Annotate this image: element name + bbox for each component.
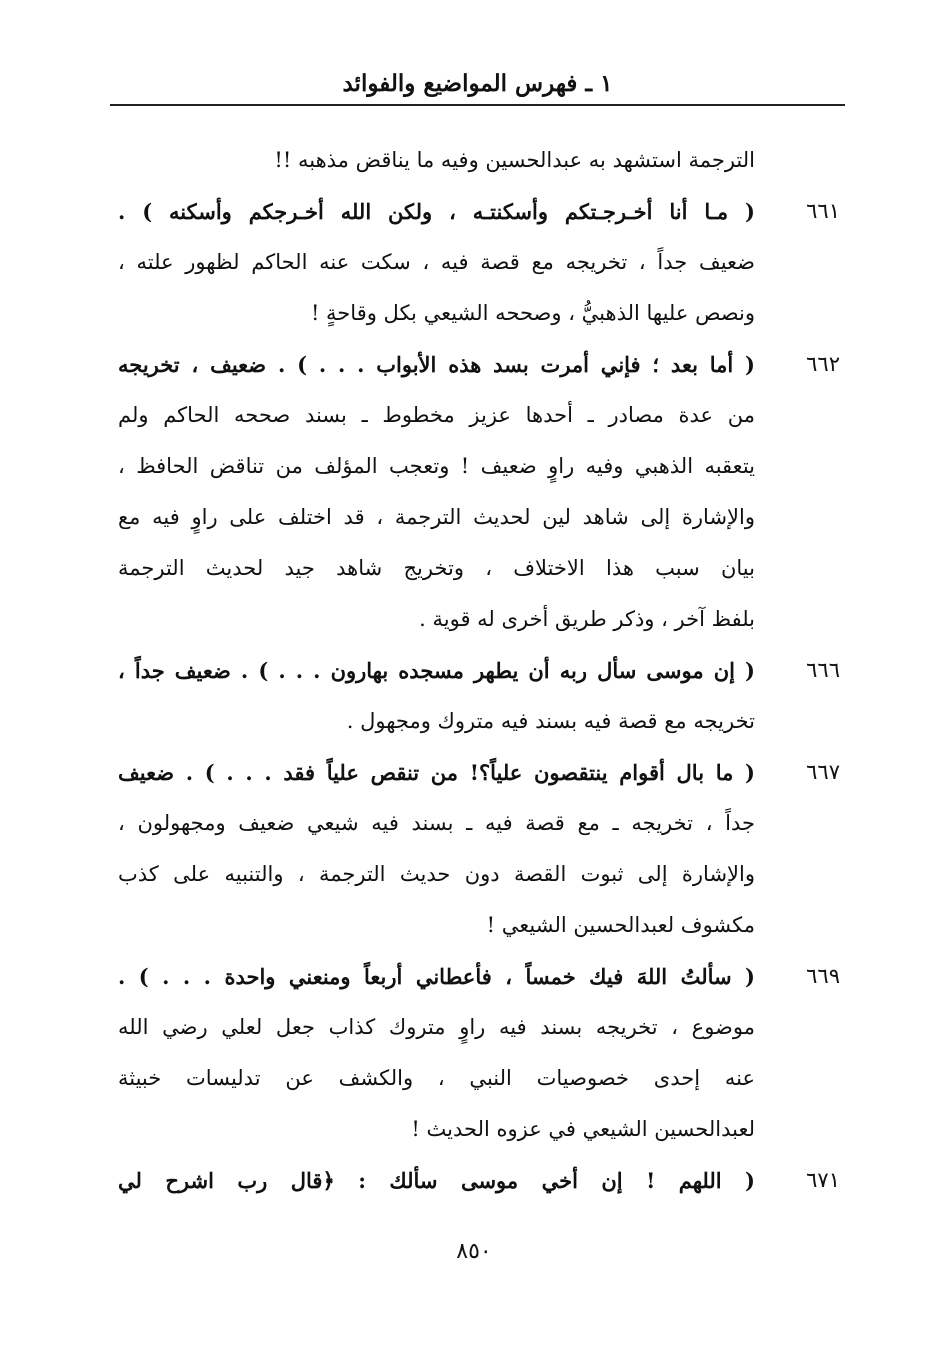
entry-hadith-line: ( اللهم ! إن أخي موسى سألك : ﴿قال رب اشرح لي bbox=[118, 1168, 755, 1193]
page-number: ٨٥٠ bbox=[456, 1239, 492, 1264]
index-entry bbox=[118, 951, 840, 1155]
entry-text-line: ضعيف جداً ، تخريجه مع قصة فيه ، سكت عنه الحاكم لظهور علته ، bbox=[118, 250, 755, 274]
continuation-line: الترجمة استشهد به عبدالحسين وفيه ما يناقض مذهبه !! bbox=[274, 148, 755, 172]
entry-text-line: والإشارة إلى ثبوت القصة دون حديث الترجمة ، والتنبيه على كذب bbox=[118, 862, 755, 886]
entry-text-line: من عدة مصادر ـ أحدها عزيز مخطوط ـ بسند صححه الحاكم ولم bbox=[118, 403, 755, 427]
entry-text-line: بلفظ آخر ، وذكر طريق أخرى له قوية . bbox=[419, 607, 755, 631]
entry-body bbox=[118, 1155, 755, 1206]
index-entry bbox=[118, 339, 840, 645]
entry-number: ٦٦٢ bbox=[806, 352, 840, 376]
entry-body bbox=[118, 747, 755, 951]
entry-hadith-line: ( مـا أنا أخـرجـتكم وأسكنتـه ، ولكن الله أخـرجكم وأسكنه ) . bbox=[118, 199, 755, 224]
entry-body bbox=[118, 645, 755, 747]
entry-number: ٦٦٦ bbox=[806, 658, 840, 682]
entry-body bbox=[118, 339, 755, 645]
entry-hadith-line: ( سألتُ اللهَ فيك خمساً ، فأعطاني أربعاً ومنعني واحدة . . . ) . bbox=[118, 964, 755, 989]
entry-text-line: مكشوف لعبدالحسين الشيعي ! bbox=[486, 913, 755, 937]
entry-text-line: والإشارة إلى شاهد لين لحديث الترجمة ، قد اختلف على راوٍ فيه مع bbox=[118, 505, 755, 529]
index-entry bbox=[118, 186, 840, 339]
entry-text-line: عنه إحدى خصوصيات النبي ، والكشف عن تدليسات خبيثة bbox=[118, 1066, 755, 1090]
entry-text-line: لعبدالحسين الشيعي في عزوه الحديث ! bbox=[411, 1117, 755, 1141]
entry-number: ٦٦٩ bbox=[806, 964, 840, 988]
entry-body bbox=[118, 186, 755, 339]
index-entry bbox=[118, 645, 840, 747]
entry-number: ٦٦١ bbox=[806, 199, 840, 223]
entry-body bbox=[118, 951, 755, 1155]
index-entry bbox=[118, 747, 840, 951]
entry-text-line: جداً ، تخريجه ـ مع قصة فيه ـ بسند فيه شيعي ضعيف ومجهولون ، bbox=[118, 811, 755, 835]
entry-number: ٦٧١ bbox=[806, 1168, 840, 1192]
entry-text-line: يتعقبه الذهبي وفيه راوٍ ضعيف ! وتعجب المؤلف من تناقض الحافظ ، bbox=[118, 454, 755, 478]
entry-hadith-line: ( إن موسى سأل ربه أن يطهر مسجده بهارون . . . ) . ضعيف جداً ، bbox=[118, 658, 755, 683]
entry-text-line: ونصص عليها الذهبيُّ ، وصححه الشيعي بكل وقاحةٍ ! bbox=[310, 301, 755, 325]
entry-number: ٦٦٧ bbox=[806, 760, 840, 784]
header-rule bbox=[110, 104, 845, 106]
entry-hadith-line: ( أما بعد ؛ فإني أمرت بسد هذه الأبواب . . . ) . ضعيف ، تخريجه bbox=[118, 352, 755, 377]
entry-hadith-line: ( ما بال أقوام ينتقصون علياً؟! من تنقص علياً فقد . . . ) . ضعيف bbox=[118, 760, 755, 785]
index-content bbox=[118, 135, 840, 1206]
entry-text-line: موضوع ، تخريجه بسند فيه راوٍ متروك كذاب جعل لعلي رضي الله bbox=[118, 1015, 755, 1039]
index-entry bbox=[118, 1155, 840, 1206]
entry-text-line: تخريجه مع قصة فيه بسند فيه متروك ومجهول . bbox=[346, 709, 755, 733]
running-header: ١ ـ فهرس المواضيع والفوائد bbox=[342, 70, 613, 97]
entry-text-line: بيان سبب هذا الاختلاف ، وتخريج شاهد جيد لحديث الترجمة bbox=[118, 556, 755, 580]
